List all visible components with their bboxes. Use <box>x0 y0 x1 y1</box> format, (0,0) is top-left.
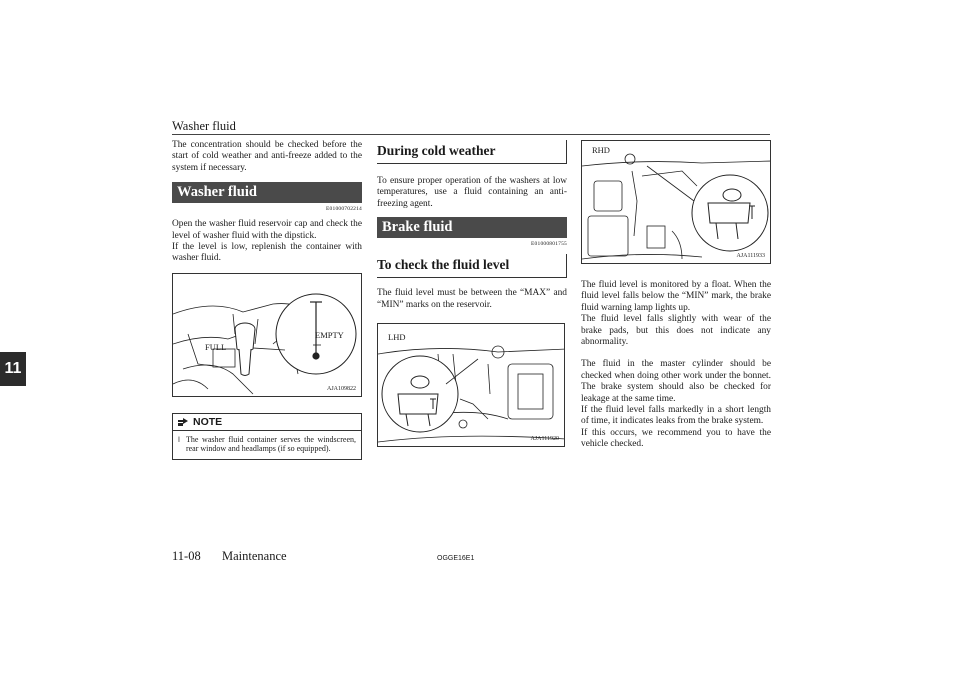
master-cylinder-paragraph: The fluid in the master cylinder should be checked when doing other work under the bonnet. The brake system should also be checked for leakage at the same time. <box>581 359 771 404</box>
column-1 <box>172 140 362 460</box>
section-title-washer-fluid: Washer fluid <box>172 182 362 203</box>
rhd-engine-bay-illustration <box>582 141 771 264</box>
washer-fluid-figure <box>172 273 362 397</box>
lhd-engine-bay-illustration <box>378 324 565 447</box>
chapter-tab[interactable]: 11 <box>0 352 26 386</box>
leak-paragraph: If the fluid level falls markedly in a short length of time, it indicates leaks from the brake system. <box>581 405 771 427</box>
section-code: E01000801755 <box>530 241 567 248</box>
document-code: OGGE16E1 <box>437 555 475 562</box>
rhd-brake-figure <box>581 140 771 264</box>
subsection-title-cold-weather: During cold weather <box>377 140 567 164</box>
running-header: Washer fluid <box>172 119 236 133</box>
note-header <box>173 414 361 431</box>
header-rule <box>172 134 770 135</box>
section-code: E01000702214 <box>325 206 362 213</box>
footer-section: Maintenance <box>222 549 287 563</box>
washer-paragraph-2: If the level is low, replenish the container with washer fluid. <box>172 242 362 264</box>
washer-paragraph-1: Open the washer fluid reservoir cap and check the level of washer fluid with the dipstick. <box>172 219 362 241</box>
lhd-brake-figure <box>377 323 565 447</box>
subsection-title-check-level: To check the fluid level <box>377 254 567 278</box>
label-full: FULL <box>205 341 227 352</box>
note-item <box>173 431 361 459</box>
note-box <box>172 413 362 460</box>
intro-paragraph: The concentration should be checked before the start of cold weather and anti-freeze added to the system if necessary. <box>172 140 362 173</box>
label-rhd: RHD <box>592 145 610 155</box>
page-number: 11-08 <box>172 549 201 563</box>
label-lhd: LHD <box>388 332 406 343</box>
brake-pad-paragraph: The fluid level falls slightly with wear of the brake pads, but this does not indicate any abnormality. <box>581 314 771 348</box>
column-2 <box>377 140 567 447</box>
label-empty: EMPTY <box>315 329 344 340</box>
figure-code: AJA111920 <box>530 436 559 443</box>
column-3 <box>581 140 771 451</box>
check-level-paragraph: The fluid level must be between the “MAX” and “MIN” marks on the reservoir. <box>377 288 567 310</box>
figure-code: AJA109822 <box>326 385 356 392</box>
float-paragraph: The fluid level is monitored by a float. When the fluid level falls below the “MIN” mark, the brake fluid warning lamp lights up. <box>581 280 771 313</box>
figure-code: AJA111933 <box>736 253 765 259</box>
recommend-paragraph: If this occurs, we recommend you to have the vehicle checked. <box>581 427 771 450</box>
note-hand-icon <box>177 417 189 427</box>
bullet-icon: l <box>178 435 180 444</box>
section-title-brake-fluid: Brake fluid <box>377 217 567 238</box>
note-title: NOTE <box>193 415 223 428</box>
note-text: The washer fluid container serves the windscreen, rear window and headlamps (if so equipped). <box>185 434 356 454</box>
cold-weather-paragraph: To ensure proper operation of the washers at low temperatures, use a fluid containing an anti-freezing agent. <box>377 176 567 209</box>
